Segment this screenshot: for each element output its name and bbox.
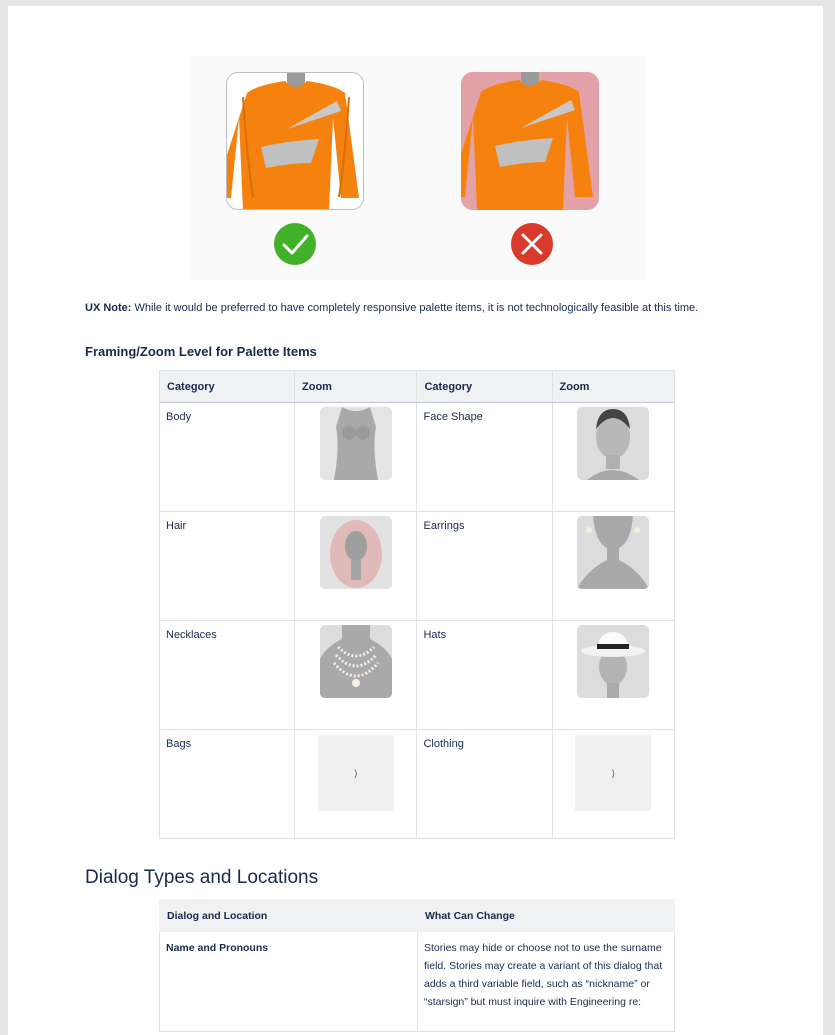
hats-zoom-thumbnail <box>577 625 649 698</box>
table-row <box>160 621 675 730</box>
framing-section-title: Framing/Zoom Level for Palette Items <box>85 344 317 359</box>
category-cell: Hair <box>160 512 295 621</box>
hair-zoom-thumbnail <box>320 516 392 589</box>
category-cell: Earrings <box>417 512 552 621</box>
placeholder-glyph: ) <box>354 768 358 778</box>
column-header-what-can-change: What Can Change <box>418 900 675 932</box>
category-cell: Necklaces <box>160 621 295 730</box>
column-header-zoom: Zoom <box>295 371 417 403</box>
table-header-row <box>160 900 675 932</box>
column-header-category: Category <box>160 371 295 403</box>
dialog-types-table <box>159 899 675 1032</box>
clothing-zoom-placeholder <box>575 735 651 811</box>
x-mark-icon <box>510 222 554 266</box>
dialog-name-cell: Name and Pronouns <box>160 932 418 1032</box>
category-cell: Body <box>160 403 295 512</box>
framing-example-figure <box>189 56 647 280</box>
bags-zoom-placeholder <box>318 735 394 811</box>
earrings-zoom-thumbnail <box>577 516 649 589</box>
table-header-row <box>160 371 675 403</box>
table-row <box>160 730 675 839</box>
placeholder-glyph: ) <box>611 768 615 778</box>
dialog-section-title: Dialog Types and Locations <box>85 867 319 888</box>
column-header-zoom: Zoom <box>552 371 675 403</box>
category-cell: Face Shape <box>417 403 552 512</box>
checkmark-icon <box>273 222 317 266</box>
ux-note <box>85 302 698 314</box>
what-can-change-cell: Stories may hide or choose not to use the surname field. Stories may create a variant of this dialog that adds a third variable field, such as “nickname” or “starsign” but must inquire with Engineering re: <box>418 932 675 1032</box>
category-cell: Bags <box>160 730 295 839</box>
column-header-dialog-and-location: Dialog and Location <box>160 900 418 932</box>
column-header-category: Category <box>417 371 552 403</box>
table-row <box>160 403 675 512</box>
incorrect-example-thumbnail <box>461 72 599 210</box>
category-cell: Clothing <box>417 730 552 839</box>
body-zoom-thumbnail <box>320 407 392 480</box>
table-row <box>160 512 675 621</box>
document-page <box>8 6 823 1035</box>
face-shape-zoom-thumbnail <box>577 407 649 480</box>
ux-note-label: UX Note: <box>85 302 132 314</box>
ux-note-text: While it would be preferred to have completely responsive palette items, it is not technologically feasible at this time. <box>131 302 699 314</box>
table-row <box>160 932 675 1032</box>
category-cell: Hats <box>417 621 552 730</box>
correct-example-thumbnail <box>226 72 364 210</box>
framing-zoom-table <box>159 370 675 839</box>
necklaces-zoom-thumbnail <box>320 625 392 698</box>
